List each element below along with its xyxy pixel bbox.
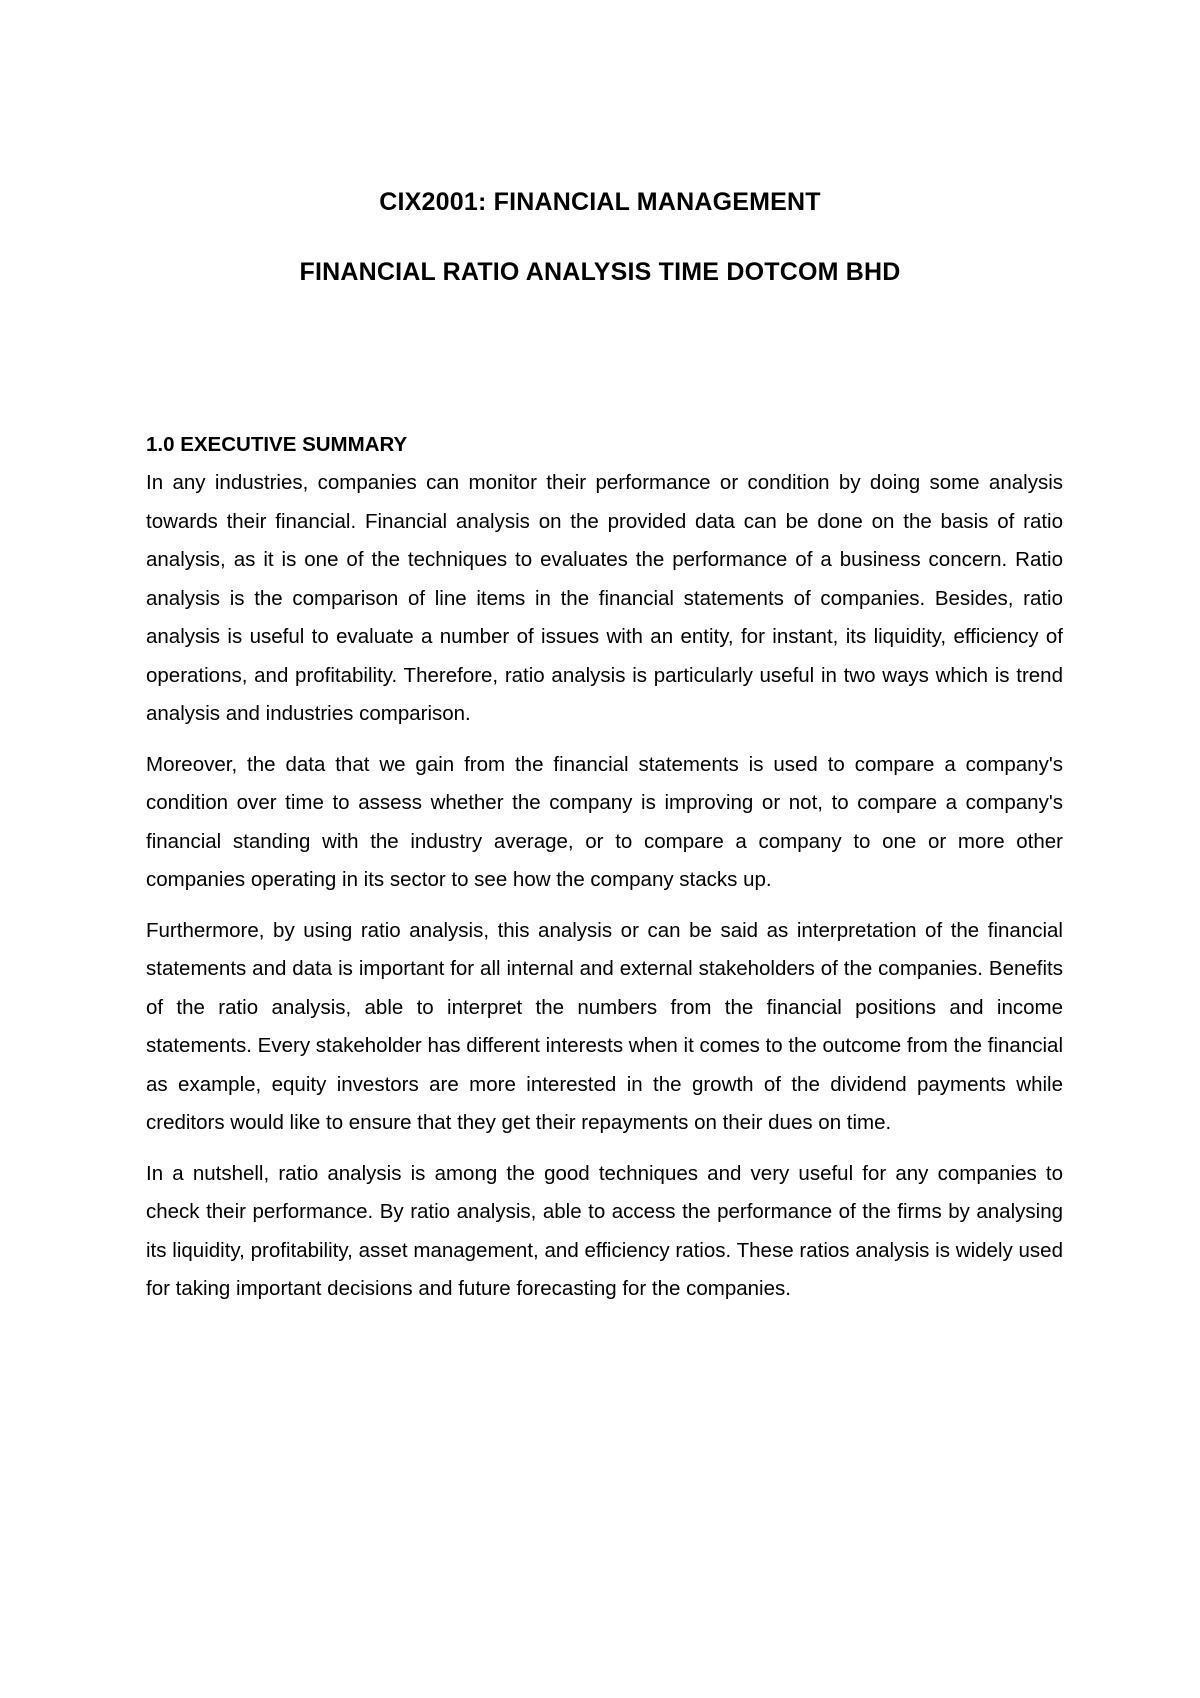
course-title: CIX2001: FINANCIAL MANAGEMENT: [379, 188, 821, 216]
document-body: [146, 430, 1063, 1321]
paragraph-4: In a nutshell, ratio analysis is among the good techniques and very useful for any companies to check their performance. By ratio analysis, able to access the performance of the firms by analysing its liquidity, profitability, asset management, and efficiency ratios. These ratios analysis is widely used for taking important decisions and future forecasting for the companies.: [146, 1161, 1063, 1300]
section-heading-executive-summary: 1.0 EXECUTIVE SUMMARY: [146, 433, 408, 456]
paragraph-2: Moreover, the data that we gain from the financial statements is used to compare a company's condition over time to assess whether the company is improving or not, to compare a company's financial standing with the industry average, or to compare a company to one or more other companies operating in its sector to see how the company stacks up.: [146, 752, 1063, 891]
paragraph-3: Furthermore, by using ratio analysis, this analysis or can be said as interpretation of the financial statements and data is important for all internal and external stakeholders of the companies. Benefits of the ratio analysis, able to interpret the numbers from the financial positions and income statements. Every stakeholder has different interests when it comes to the outcome from the financial as example, equity investors are more interested in the growth of the dividend payments while creditors would like to ensure that they get their repayments on their dues on time.: [146, 918, 1063, 1134]
document-title: FINANCIAL RATIO ANALYSIS TIME DOTCOM BHD: [299, 258, 901, 286]
paragraph-1: In any industries, companies can monitor their performance or condition by doing some analysis towards their financial. Financial analysis on the provided data can be done on the basis of ratio analysis, as it is one of the techniques to evaluates the performance of a business concern. Ratio analysis is the comparison of line items in the financial statements of companies. Besides, ratio analysis is useful to evaluate a number of issues with an entity, for instant, its liquidity, efficiency of operations, and profitability. Therefore, ratio analysis is particularly useful in two ways which is trend analysis and industries comparison.: [146, 471, 1063, 725]
